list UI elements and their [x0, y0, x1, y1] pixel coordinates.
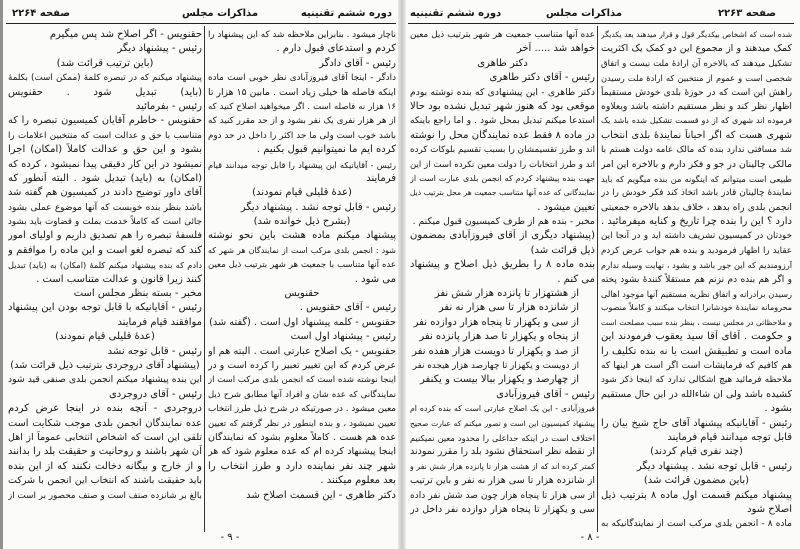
text-line: شد مسافتی ندارد بنده که مالک عامه دولت هستم با — [601, 145, 792, 156]
text-line: تعیین نمیشود ، و بنده اینطور در نظر گرفتم که تعیین — [208, 418, 396, 429]
text-line: موقعی بود که هنوز شهر تبدیل نشده بود حالا — [410, 100, 595, 112]
text-line: نمایندۀ چالینان قادر باشد اتخاذ کند فکر خودش را در — [601, 188, 792, 199]
text-line: بالغ بر شانزده صنف است و صنف محصور بر است از — [8, 490, 202, 501]
text-line: جائی است که کاملاً خدمت بملت و قضاوت باید بشود — [8, 217, 202, 228]
paragraph-end-line: رئیس - آقای دکتر طاهری — [489, 72, 595, 84]
text-line: کمتر کرده اند که از هشت هزار تا پانزده هزار شش نفر و — [410, 461, 595, 471]
text-line: اینکه فاصله ها خیلی زیاد است . مابین ۱۵ هزار تا — [208, 86, 396, 98]
paragraph-end-line: کردم و استدعای قبول دارم . — [276, 43, 396, 55]
text-line: سی و یکهزار تا پنجاه هزار دوازده نفر داخل در — [410, 503, 595, 515]
seat-allocation-line: از پنجاه و یکهزار تا صد هزار پانزده نفر — [419, 331, 579, 343]
text-line: دادگر - اینجا آقای فیروزآبادی نظر خوبی است ماده — [208, 73, 396, 84]
text-line: باشد خوب است ولی ما حد اکثر را داخل در حد دوم — [208, 130, 396, 141]
paragraph-end-line: می کنم . — [557, 273, 595, 285]
column-divider — [204, 26, 205, 532]
text-line: و از خارج و بیگانه دخالت نکنند که از این بنده — [8, 460, 202, 472]
text-line: انجمن بلدی راه بدهد ، خلاف بدهد بالاخره جمعیتی — [601, 201, 792, 213]
seat-allocation-line: از هشتهزار تا پانزده هزار شش نفر — [434, 288, 579, 300]
scan-edge — [0, 0, 3, 549]
text-line: باشد بنظر بنده خوبست که آنها موضوع عملی بشود — [8, 202, 202, 213]
text-line: متناسب با حق و عدالت است که منتخبین اعلامات را — [8, 130, 202, 141]
text-line: (امکان) به (باید) تبدیل شود . البته آنطور که — [8, 172, 202, 184]
procedural-note: (بشرح ذیل خوانده شد) — [253, 216, 351, 228]
text-line: فیروزآبادی - این یک اصلاح عبارتی است که بنده کرده ام — [410, 404, 595, 414]
text-line: (پیشنهاد دیگری از آقای فیروزآبادی بمضمون — [410, 230, 595, 242]
paragraph-end-line: رئیس - قابل توجه نشد . پیشنهاد دیگر — [636, 460, 792, 472]
text-column-left — [8, 28, 202, 503]
text-line: راهش این است که در حوزۀ بلدی خودش مستقیماً — [601, 87, 792, 98]
text-line: محرومانه نمایندۀ خودشانرا انتخاب میکنند و کاملاً منصوب — [601, 303, 792, 313]
text-line: شده است که اشخاص بیکدیگر قول و قرار میدهند بعد یکدیگر — [601, 30, 792, 39]
text-line: اینجا پیشنهاد کرده ام که عده معلوم شود که هر — [208, 446, 396, 458]
text-line: استدعا میکنم تبدیل بمحل شود . و اما راجع باینکه — [410, 116, 595, 127]
paragraph-end-line: دکتر طاهری - این قسمت اصلاح شد — [246, 489, 396, 501]
text-line: در ماده ۸ فقط عده نمایندگان محل را نوشته — [410, 129, 595, 141]
paragraph-end-line: بشود . — [764, 403, 792, 415]
text-line: نمیشود در این کار دقیقی پیدا نمیشود ، کرده که — [8, 158, 202, 170]
text-line: عرض کردم که این تغییر تعبیر را کرده است و در — [208, 359, 396, 371]
left-page — [4, 0, 398, 549]
paragraph-end-line: تعیین میشود . — [537, 201, 595, 213]
text-line: پیشنهاد میکنم ماده هشت باین نحو نوشته — [208, 230, 396, 242]
text-line: رئیس - آقایانیکه با قابل توجه بودن این پیشنهاد — [8, 302, 202, 314]
text-line: ۱۶ هزار نه فاصله است . اگر میخواهید اصلاح کنید که — [208, 101, 396, 112]
page-gutter — [398, 0, 406, 549]
text-line: ناچار میشود . بنابراین ملاحظه شد که این پیشنهاد را — [208, 30, 396, 40]
text-line: و ملاحظاتی در مجلس نیست ، بنظر بنده سبب مصلحت است — [601, 317, 792, 327]
text-line: شهر چند نفر نماینده دارد و طرز انتخاب را — [208, 460, 396, 472]
text-line: دروجردی - آنچه بنده در اینجا عرض کردم — [8, 403, 202, 415]
text-line: و اگر هم بنده دم نزنم هم مستقلاً کنندۀ بشود پخته — [601, 274, 792, 285]
header-rule — [408, 23, 794, 24]
paragraph-end-line: اصلاح شود — [747, 503, 792, 515]
paragraph-end-line: حقنویس - اگر اصلاح شد پس میگیرم — [49, 29, 202, 40]
publication-title: مذاکرات مجلس — [182, 8, 259, 19]
text-line: عده نمایندگان انجمن بلدی موجب شکایت است — [8, 417, 202, 429]
text-line: ماده است و تطبیقش است یا نه بنده تکلیف را — [601, 345, 792, 357]
paragraph-end-line: رئیس - آقای دروجردی — [108, 388, 202, 400]
text-column-right — [208, 28, 396, 503]
right-page — [406, 0, 796, 549]
text-line: از نقطه نظر استحقاق نشود بلد را مقرر نمودند — [410, 446, 595, 458]
text-line: آرزومندیم که این جور باشد و بشود ، نهایت وسیله ندارم — [601, 260, 792, 271]
text-line: ملاحظه فرمائید هیچ اشکالی ندارد که اینجا ذکر شود — [601, 375, 792, 386]
page-folio: - ۸ - — [580, 532, 600, 543]
text-line: دادم که بنده پیشنهاد میکنم کلمۀ (امکان) به (باید) تبدیل — [8, 260, 202, 271]
text-line: عده آنها متناسب جمعیت هر شهر بترتیب ذیل معین — [410, 30, 595, 40]
page-folio: - ۹ - — [220, 532, 240, 543]
text-line: نمایندگانی که عده آنها متناسب جمعیت هر محل بترتیب ذیل — [410, 188, 595, 198]
text-line: رسیدن برادرانه و اتفاق نظریه مستقیم آنها موجود اهالی — [601, 289, 792, 300]
text-line: کمک میدهند و از مجموع این دو کمک یک اکثریت — [601, 43, 792, 55]
text-line: بنده ماده ۸ را بطریق ذیل اصلاح و پیشنهاد — [410, 259, 595, 271]
procedural-note: (پیشنهاد آقای دروجردی بترتیب ذیل قرائت شد) — [10, 359, 200, 371]
signature: دکتر طاهری — [477, 57, 528, 69]
paragraph-end-line: می شود . — [354, 273, 396, 285]
text-line: فرموده اند شهری که از دو قسمت تشکیل شده باشد یک — [601, 116, 792, 126]
text-line: از شانزده هزار تا سی هزار نه نفر و باین ترتیب — [410, 475, 595, 487]
text-line: دکتر طاهری - این پیشنهادی که بنده نوشته بودم — [410, 86, 595, 98]
text-line: شهری هست که اگر احیاناً نمایندۀ بلدی انتخاب — [601, 129, 792, 141]
text-line: جهت بنده پیشنهاد کردم که انجمن بلدی عبارت است از — [410, 173, 595, 183]
text-line: پیشنهاد کمیسیون این است و تصور میکنم که عبارت صحیح — [410, 418, 595, 428]
text-line: شخصی است و عموم از منتخبین که ارادۀ ملت رسیدن — [601, 73, 792, 84]
paragraph-end-line: رئیس - آقای حقنویس . — [299, 302, 396, 314]
text-column-left — [410, 28, 595, 517]
paragraph-end-line: ذیل قرائت شد) — [530, 244, 595, 256]
seat-allocation-line: از دویست و یکهزار تا چهارصد هزار هیجده نفر — [412, 360, 579, 371]
signature: حقنویس — [284, 288, 320, 300]
text-line: مالکی چالینان در جو و فکر دارم و بالاخره این امر — [601, 158, 792, 170]
paragraph-end-line: کنند زیرا قانون و عدالت متناسب است . — [36, 273, 202, 285]
seat-allocation-line: از سی و یکهزار تا پنجاه هزار دوازده نفر — [413, 316, 579, 328]
paragraph-end-line: مخبر - بنده هم از طرف کمیسیون قبول میکنم . — [412, 216, 595, 228]
procedural-note: (عدۀ قلیلی قیام نمودند) — [55, 331, 155, 343]
paragraph-end-line: رئیس - بفرمائید — [135, 100, 202, 112]
text-line: اینجا نوشته شده است که انجمن بلدی مرکب است از — [208, 375, 396, 386]
text-line: این بنده پیشنهاد میکنم انجمن بلدی صنفی قید شود — [8, 374, 202, 386]
text-line: اند و طرز انتخابات را دولت معین نکرده است از این — [410, 159, 595, 170]
text-line: طبیعی است میتوانم که اینگونه من بنده میگویم که باید — [601, 173, 792, 184]
text-line: حقنویس - یک اصلاح عبارتی است . البته هم او — [208, 345, 396, 357]
text-line: فلسفۀ تبصره را هم تصدیق داریم و اولیای امور — [8, 230, 202, 242]
text-line: تشکیل میدهند که بالاخره آن ارادۀ ملت نیست و اتفاق — [601, 58, 792, 69]
page-label: صفحه ۲۲۶۳ — [717, 8, 776, 19]
paragraph-end-line: موافقند قیام فرمایند — [117, 316, 202, 328]
page-label: صفحه ۲۲۶۴ — [12, 8, 71, 19]
paragraph-end-line: رئیس - آقای فیروزآبادی — [496, 388, 595, 400]
seat-allocation-line: از چهارصد و یکهزار ببالا بیست و یکنفر — [420, 374, 579, 386]
text-line: عقاید را اظهار فرمودید و بنده هم جواب عرض کردم — [601, 245, 792, 256]
paragraph-end-line: قابل توجه میدانند قیام فرمایند — [667, 431, 792, 443]
legislative-session: دوره ششم تقنینیه — [300, 8, 392, 19]
paragraph-end-line: فرمایند — [366, 172, 396, 184]
text-column-right — [601, 28, 792, 532]
text-line: آقای داور توضیح دادند در کمیسیون هم گفته شد — [8, 187, 202, 199]
paragraph-end-line: رئیس - قابل توجه نشد — [107, 345, 202, 357]
text-line: دارد ؟ این را بنده چرا تاریخ و کنایه میفرمائید . — [601, 216, 792, 228]
seat-allocation-line: از شانزده هزار تا سی هزار نه نفر — [438, 302, 579, 314]
text-line: اختلاف است در اینکه حداعلی را محدود معین نمیکنیم — [410, 432, 595, 443]
text-line: (باید) تبدیل شود . حقنویس — [8, 86, 202, 98]
text-line: باید حقیقت باشند که انتخاب این انجمن با شرکت — [8, 475, 202, 487]
paragraph-end-line: رئیس - قابل توجه نشد . پیشنهاد دیگر — [240, 201, 396, 213]
text-line: کند که تبصره لغو است و این ماده را موافقم و — [8, 244, 202, 256]
text-line: پیشنهاد میکنم که در تبصره کلمۀ (ممکن است) بکلمۀ — [8, 73, 202, 84]
text-line: خودتان در کمیسیون تشریف داشته اید و در آنجا این — [601, 231, 792, 242]
procedural-note: (چند نفری قیام کردند) — [650, 446, 743, 458]
text-line: کشیده باشد ولی ان شاءالله در این حال مستقیم — [601, 388, 792, 400]
text-line: حقنویس - خاطرم آقایان کمیسیون تبصره را که — [8, 115, 202, 127]
paragraph-end-line: رئیس - پیشنهاد دیگر — [117, 43, 202, 55]
text-line: از سی هزار تا پنجاه هزار چون صد شش نفر داده — [410, 490, 595, 501]
text-line: رئیس - آقایانیکه این پیشنهاد را قابل توجه میدانند قیام — [208, 159, 396, 170]
column-divider — [597, 26, 598, 532]
paragraph-end-line: مخبر - بسته بنظر مجلس است — [73, 288, 202, 300]
text-line: پیشنهاد میکنم قسمت اول ماده ۸ بترتیب ذیل — [601, 489, 792, 501]
text-line: هم کافیم که فرمایشات است اگر است هر اینها که — [601, 360, 792, 371]
paragraph-end-line: رئیس - آقای دادگر — [319, 57, 396, 69]
text-line: تلقی این است که اشخاص انتخابی عموماً از اهل — [8, 431, 202, 443]
paragraph-end-line: کرده ایم ما نمیتوانیم قبول بکنیم . — [256, 144, 396, 156]
text-line: عده هم هست . کاملاً معلوم بشود که نمایندگان — [208, 431, 396, 443]
header-rule — [6, 23, 396, 24]
text-line: اند و طرز تقسیمشان را بسبب تقسیم بلوکات کرده — [410, 145, 595, 156]
text-line: معین میشود . در صورتیکه در شرح ذیل طرز انتخاب — [208, 404, 396, 415]
paragraph-end-line: بعد معلوم میکنند . — [320, 475, 396, 487]
text-line: از هر هزار نفری یک نفر بشود و از حد مقرر کنید که — [208, 116, 396, 127]
paragraph-end-line: خواهد شد ..... آخر — [516, 43, 595, 55]
procedural-note: (عدۀ قلیلی قیام نمودند) — [252, 187, 352, 199]
paragraph-end-line: حقنویس - کلمه پیشنهاد اول است . (گفته شد) — [209, 316, 396, 328]
text-line: نمایندگانی که عده شان و افراد آنها مطابق شرح ذیل — [208, 389, 396, 400]
text-line: ماده ۸ - انجمن بلدی مرکب است از نمایندگانیکه به — [601, 519, 792, 530]
text-line: رئیس - آقایانیکه پیشنهاد آقای حاج شیخ بیان را — [601, 417, 792, 429]
text-line: آن شهر باشند و روحانیت و حقیقت بلد را بدانند — [8, 446, 202, 458]
publication-title: مذاکرات مجلس — [546, 8, 623, 19]
paragraph-end-line: رئیس - پیشنهاد اول است — [290, 331, 396, 343]
procedural-note: (باین ترتیب قرائت شد) — [56, 57, 154, 69]
text-line: عده آنها متناسب با جمعیت هر شهر بترتیب ذیل معین — [208, 260, 396, 271]
text-line: بشود و این حق و عدالت کاملاً (امکان) اجرا — [8, 144, 202, 156]
text-line: اظهار نظر کند و نظر مستقیم داشته باشد وبعلاوه — [601, 100, 792, 112]
legislative-session: دوره ششم تقنینیه — [410, 8, 502, 19]
seat-allocation-line: از صد و یکهزار تا دویست هزار هفده نفر — [412, 345, 579, 357]
text-line: شود : انجمن بلدی مرکب است از نمایندگان هر شهر که — [208, 245, 396, 255]
text-line: و حکومت . آقای آقا سید یعقوب فرمودند این — [601, 331, 792, 343]
procedural-note: (باین مضمون قرائت شد) — [643, 475, 750, 487]
